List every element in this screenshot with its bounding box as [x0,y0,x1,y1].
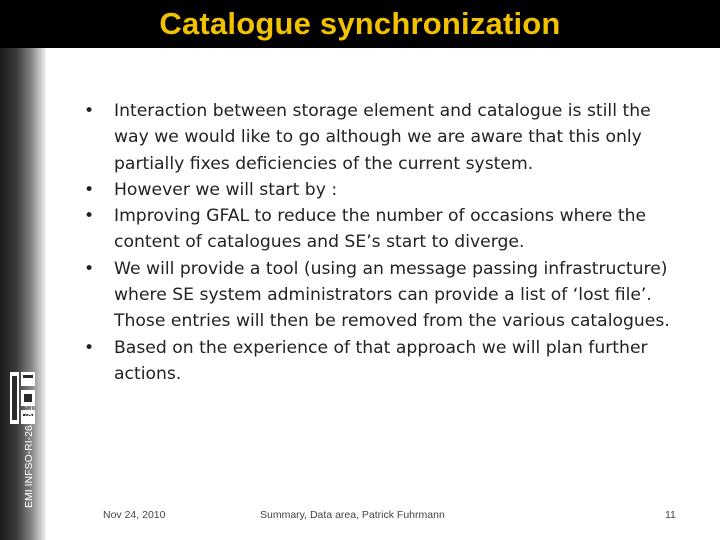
title-bar [0,0,720,48]
bullet-item [84,98,684,177]
bullet-marker: • [84,206,95,227]
bullet-item [84,256,684,335]
bullet-item [84,177,684,203]
footer-author: Summary, Data area, Patrick Fuhrmann [260,509,445,521]
bullet-text: Interaction between storage element and catalogue is still the way we would like to go although we are aware that this only partially fixes deficiencies of the current system. [114,101,651,174]
bullet-marker: • [84,179,95,200]
bullet-marker: • [84,337,95,358]
bullet-marker: • [84,101,95,121]
bullet-text: We will provide a tool (using an message passing infrastructure) where SE system administrators can provide a list of ‘lost file’. Those entries will then be removed from the various catalogues. [114,258,670,332]
slide-title: Catalogue synchronization [159,6,561,41]
bullet-item [84,203,684,256]
bullet-text: Based on the experience of that approach we will plan further actions. [114,337,648,384]
page-number: 11 [665,509,676,521]
document-code: EMI INFSO-RI-261611 [23,402,35,508]
bullet-list [84,98,684,387]
sidebar [0,48,46,540]
bullet-marker: • [84,258,95,279]
bullet-text: Improving GFAL to reduce the number of occasions where the content of catalogues and SE’s start to diverge. [114,206,647,253]
bullet-item [84,335,684,388]
footer-date: Nov 24, 2010 [103,509,166,521]
bullet-text: However we will start by : [114,179,338,200]
